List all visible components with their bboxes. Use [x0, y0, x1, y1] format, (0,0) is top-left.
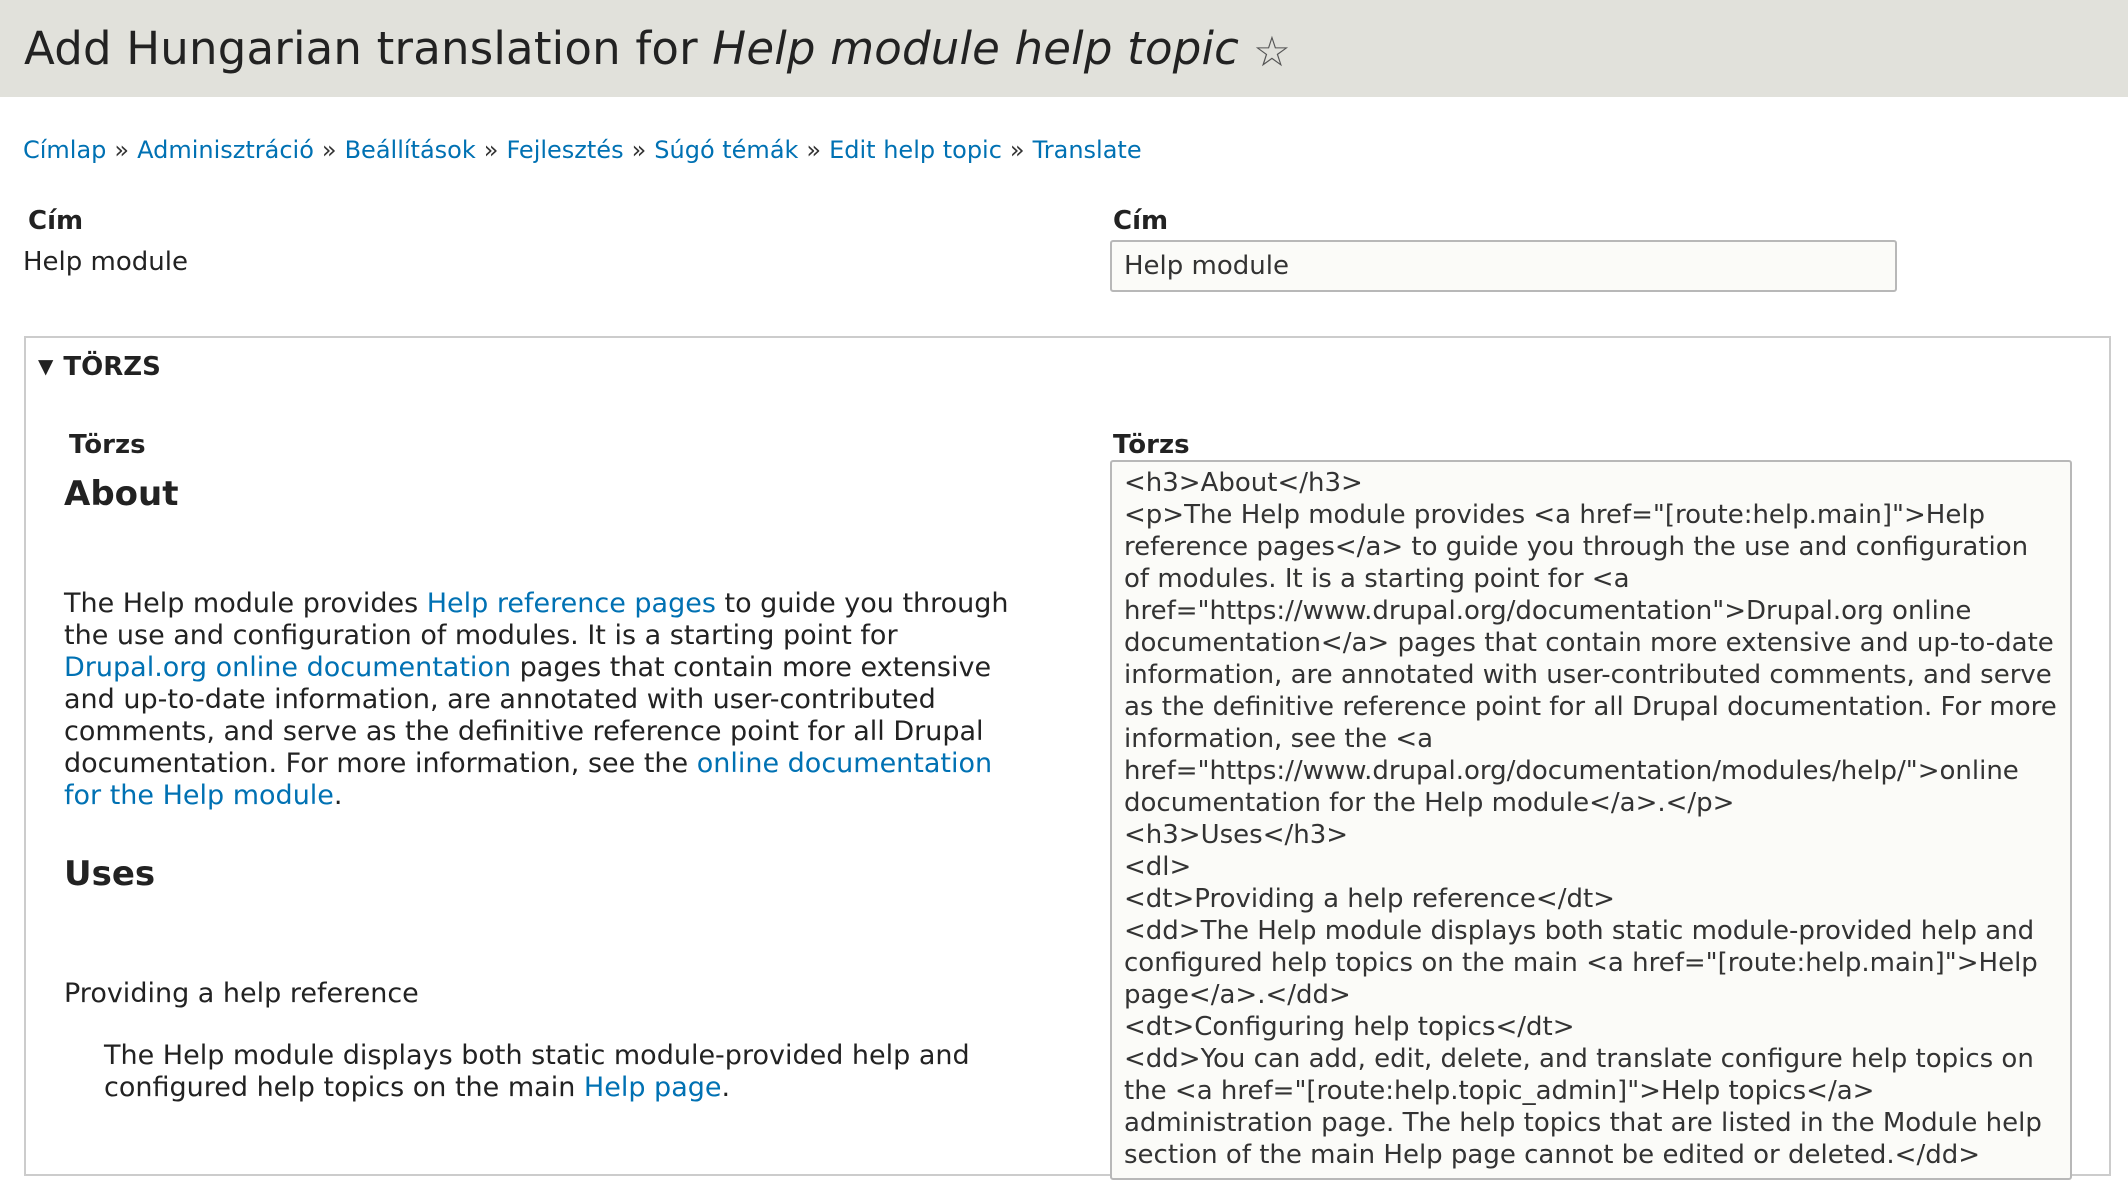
source-title-value: Help module [23, 247, 188, 277]
help-module-documentation-link[interactable]: online documentation for the Help module [64, 748, 993, 811]
dd-providing-help-reference [104, 1040, 984, 1104]
uses-heading: Uses [64, 854, 156, 894]
triangle-down-icon: ▼ [38, 354, 54, 378]
breadcrumb-separator: » [483, 136, 499, 164]
breadcrumb-separator: » [114, 136, 130, 164]
breadcrumb-separator: » [321, 136, 337, 164]
breadcrumb-separator: » [1009, 136, 1025, 164]
translation-body-textarea[interactable]: <h3>About</h3> <p>The Help module provides <a href="[route:help.main]">Help reference pages</a> to guide you through the use and configuration of modules. It is a starting point for <a href="https://www.drupal.org/documentation">Drupal.org online documentation</a> pages that contain more extensive and up-to-date information, are annotated with user-contributed comments, and serve as the definitive reference point for all Drupal documentation. For more information, see the <a href="https://www.drupal.org/documentation/modules/help/">online documentation for the Help module</a>.</p> <h3>Uses</h3> <dl> <dt>Providing a help reference</dt> <dd>The Help module displays both static module-provided help and configured help topics on the main <a href="[route:help.main]">Help page</a>.</dd> <dt>Configuring help topics</dt> <dd>You can add, edit, delete, and translate configure help topics on the <a href="[route:help.topic_admin]">Help topics</a> administration page. The help topics that are listed in the Module help section of the main Help page cannot be edited or deleted.</dd> [1110, 460, 2072, 1180]
breadcrumb-link-beallitasok[interactable]: Beállítások [344, 136, 476, 164]
page-title-prefix: Add Hungarian translation for [24, 21, 713, 75]
breadcrumb-link-adminisztracio[interactable]: Adminisztráció [137, 136, 314, 164]
source-title-label: Cím [28, 206, 84, 236]
star-outline-icon[interactable]: ☆ [1253, 26, 1291, 76]
breadcrumb [23, 136, 1142, 164]
breadcrumb-link-edit-help-topic[interactable]: Edit help topic [829, 136, 1002, 164]
breadcrumb-link-cimlap[interactable]: Címlap [23, 136, 107, 164]
drupal-online-documentation-link[interactable]: Drupal.org online documentation [64, 652, 512, 683]
about-text-1: The Help module provides [64, 588, 427, 619]
source-body-label: Törzs [69, 430, 146, 460]
help-reference-pages-link[interactable]: Help reference pages [426, 588, 716, 619]
dd1-text: The Help module displays both static module-provided help and configured help topics on the main [104, 1040, 970, 1103]
fieldset-summary-label: TÖRZS [63, 352, 161, 382]
about-text-3: pages that contain more extensive and up-to-date information, are annotated with user-contributed comments, and serve as the definitive reference point for all Drupal documentation. For more information, see the [64, 652, 992, 779]
page-title [24, 22, 1291, 76]
about-heading: About [64, 474, 179, 514]
breadcrumb-link-sugo-temak[interactable]: Súgó témák [654, 136, 799, 164]
about-text-4: . [333, 780, 343, 811]
help-page-link[interactable]: Help page [583, 1072, 722, 1103]
dt-providing-help-reference: Providing a help reference [64, 978, 419, 1009]
translation-title-input[interactable] [1110, 240, 1897, 292]
about-paragraph [64, 588, 1024, 812]
page-title-emphasis: Help module help topic [712, 21, 1240, 75]
breadcrumb-link-translate[interactable]: Translate [1032, 136, 1142, 164]
dd1-end: . [721, 1072, 731, 1103]
about-text-2: to guide you through the use and configuration of modules. It is a starting point for [64, 588, 1009, 651]
fieldset-toggle[interactable] [38, 352, 161, 382]
translation-title-label: Cím [1113, 206, 1169, 236]
breadcrumb-separator: » [806, 136, 822, 164]
translation-body-label: Törzs [1113, 430, 1190, 460]
breadcrumb-link-fejlesztes[interactable]: Fejlesztés [506, 136, 624, 164]
page-header [0, 0, 2128, 97]
breadcrumb-separator: » [631, 136, 647, 164]
